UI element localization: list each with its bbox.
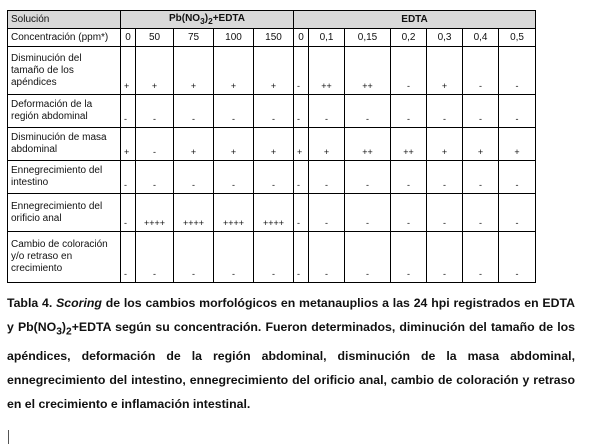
score-value: -	[272, 114, 275, 124]
score-cell	[391, 194, 427, 232]
row-label: Deformación de la región abdominal	[8, 95, 121, 128]
concentration-value-cell: 150	[254, 29, 294, 47]
score-value: +	[190, 147, 197, 157]
score-value: -	[479, 81, 483, 91]
table-row	[8, 194, 536, 232]
score-value: -	[366, 269, 370, 279]
score-value: -	[325, 114, 329, 124]
score-value: -	[297, 114, 301, 124]
concentration-value-cell: 0,5	[499, 29, 536, 47]
score-cell	[136, 232, 174, 283]
score-cell	[427, 194, 463, 232]
score-value: -	[272, 180, 275, 190]
score-cell	[294, 47, 309, 95]
score-value: ++	[321, 81, 332, 91]
score-value: +	[230, 147, 237, 157]
concentration-value-cell: 0,15	[345, 29, 391, 47]
score-cell	[309, 47, 345, 95]
score-cell	[463, 95, 499, 128]
score-value: -	[443, 114, 447, 124]
row-label: Cambio de coloración y/o retraso en crecimiento	[8, 232, 121, 283]
concentration-value-cell: 0,1	[309, 29, 345, 47]
score-cell	[427, 128, 463, 161]
score-cell	[121, 232, 136, 283]
score-cell	[391, 161, 427, 194]
score-value: +	[323, 147, 330, 157]
score-value: +	[230, 81, 237, 91]
score-cell	[174, 232, 214, 283]
text-cursor	[8, 430, 9, 444]
score-value: -	[124, 218, 127, 228]
score-cell	[254, 47, 294, 95]
score-value: -	[366, 180, 370, 190]
header-row-concentration	[8, 29, 536, 47]
group1-sub2: 2	[208, 15, 213, 26]
score-cell	[309, 128, 345, 161]
score-cell	[391, 47, 427, 95]
score-value: +	[270, 81, 277, 91]
score-cell	[121, 47, 136, 95]
score-cell	[427, 232, 463, 283]
score-value: -	[124, 180, 127, 190]
score-value: -	[232, 180, 235, 190]
score-value: +	[441, 147, 448, 157]
caption-label: Tabla 4.	[7, 296, 53, 310]
score-value: +	[477, 147, 484, 157]
score-cell	[345, 161, 391, 194]
score-cell	[254, 161, 294, 194]
score-value: ++++	[182, 218, 205, 228]
caption-sub1: 3	[56, 326, 62, 338]
score-cell	[499, 232, 536, 283]
score-value: -	[479, 180, 483, 190]
score-cell	[294, 95, 309, 128]
score-cell	[391, 232, 427, 283]
caption-part1: de los cambios morfológicos en metanauplios a las 24 hpi registrados en EDTA y Pb(NO	[7, 296, 575, 334]
score-cell	[121, 161, 136, 194]
score-value: -	[515, 114, 519, 124]
group-header-edta: EDTA	[294, 11, 536, 29]
score-value: -	[232, 114, 235, 124]
score-value: -	[153, 114, 156, 124]
table-row	[8, 161, 536, 194]
score-value: +	[514, 147, 520, 157]
score-value: -	[192, 180, 195, 190]
score-cell	[499, 194, 536, 232]
group-header-pb-edta	[121, 11, 294, 29]
score-value: -	[407, 81, 411, 91]
scoring-table	[7, 10, 536, 283]
score-value: -	[153, 180, 156, 190]
score-cell	[121, 128, 136, 161]
score-value: -	[407, 218, 411, 228]
concentration-value-cell: 0,4	[463, 29, 499, 47]
row-label: Disminución del tamaño de los apéndices	[8, 47, 121, 95]
score-value: -	[443, 269, 447, 279]
score-cell	[121, 95, 136, 128]
header-row-solution	[8, 11, 536, 29]
score-cell	[136, 95, 174, 128]
concentration-value-cell: 0,3	[427, 29, 463, 47]
score-value: ++++	[262, 218, 285, 228]
solution-header-label: Solución	[8, 11, 121, 29]
score-cell	[294, 194, 309, 232]
concentration-value-cell: 0	[121, 29, 136, 47]
score-cell	[427, 47, 463, 95]
table-row	[8, 47, 536, 95]
score-value: -	[153, 269, 156, 279]
row-label: Ennegrecimiento del orificio anal	[8, 194, 121, 232]
score-cell	[463, 194, 499, 232]
score-value: -	[124, 269, 127, 279]
score-value: -	[232, 269, 235, 279]
score-cell	[254, 95, 294, 128]
score-cell	[214, 194, 254, 232]
score-cell	[214, 47, 254, 95]
row-label: Disminución de masa abdominal	[8, 128, 121, 161]
score-cell	[463, 47, 499, 95]
score-value: -	[443, 218, 447, 228]
score-cell	[309, 95, 345, 128]
score-value: +	[297, 147, 303, 157]
score-value: -	[297, 81, 301, 91]
table-row	[8, 95, 536, 128]
score-cell	[254, 194, 294, 232]
score-cell	[254, 128, 294, 161]
score-value: +	[124, 147, 130, 157]
score-cell	[214, 232, 254, 283]
score-cell	[345, 194, 391, 232]
group1-sub1: 3	[200, 15, 205, 26]
score-cell	[427, 161, 463, 194]
score-cell	[174, 47, 214, 95]
score-cell	[136, 47, 174, 95]
score-cell	[174, 161, 214, 194]
group1-mid: )	[204, 12, 209, 24]
score-value: -	[272, 269, 275, 279]
score-cell	[463, 232, 499, 283]
score-cell	[294, 161, 309, 194]
score-value: +	[190, 81, 197, 91]
score-value: -	[297, 269, 301, 279]
caption-scoring: Scoring	[56, 296, 102, 310]
caption-part2: )	[61, 320, 67, 334]
score-value: -	[192, 114, 195, 124]
score-cell	[214, 95, 254, 128]
score-cell	[499, 161, 536, 194]
score-value: +	[124, 81, 130, 91]
score-value: +	[151, 81, 158, 91]
score-cell	[136, 128, 174, 161]
score-cell	[136, 194, 174, 232]
score-cell	[309, 161, 345, 194]
score-value: -	[479, 218, 483, 228]
score-value: ++	[362, 81, 373, 91]
score-cell	[499, 47, 536, 95]
score-value: -	[192, 269, 195, 279]
score-cell	[214, 128, 254, 161]
score-value: -	[479, 269, 483, 279]
score-value: -	[297, 218, 301, 228]
score-value: -	[124, 114, 127, 124]
concentration-value-cell: 50	[136, 29, 174, 47]
score-cell	[309, 194, 345, 232]
score-value: ++	[403, 147, 414, 157]
score-value: -	[515, 81, 519, 91]
score-cell	[214, 161, 254, 194]
score-cell	[174, 95, 214, 128]
score-cell	[463, 128, 499, 161]
caption-part3: +EDTA según su concentración. Fueron determinados, diminución del tamaño de los apéndices, deformación de la región abdominal, disminución de la masa abdominal, ennegrecimiento del intestino, ennegrecimiento del orificio anal, cambio de coloración y retraso en el crecimiento e inflamación intestinal.	[7, 320, 575, 412]
score-cell	[254, 232, 294, 283]
score-value: ++++	[222, 218, 245, 228]
score-value: -	[515, 180, 519, 190]
score-cell	[345, 232, 391, 283]
score-value: +	[270, 147, 277, 157]
score-value: -	[366, 114, 370, 124]
score-cell	[463, 161, 499, 194]
score-value: -	[325, 218, 329, 228]
score-cell	[499, 128, 536, 161]
score-cell	[391, 95, 427, 128]
score-cell	[174, 194, 214, 232]
score-value: -	[515, 269, 519, 279]
score-cell	[294, 232, 309, 283]
score-value: -	[443, 180, 447, 190]
score-cell	[427, 95, 463, 128]
table-row	[8, 232, 536, 283]
score-cell	[136, 161, 174, 194]
score-cell	[294, 128, 309, 161]
score-value: -	[325, 269, 329, 279]
score-value: -	[153, 147, 156, 157]
score-cell	[345, 95, 391, 128]
caption-sub2: 2	[66, 326, 72, 338]
score-cell	[345, 128, 391, 161]
score-cell	[345, 47, 391, 95]
group1-pre: Pb(NO	[168, 12, 201, 24]
score-cell	[499, 95, 536, 128]
score-value: ++	[362, 147, 373, 157]
concentration-value-cell: 100	[214, 29, 254, 47]
score-cell	[391, 128, 427, 161]
score-value: -	[297, 180, 301, 190]
row-label: Ennegrecimiento del intestino	[8, 161, 121, 194]
score-cell	[309, 232, 345, 283]
concentration-header-label: Concentración (ppm*)	[8, 29, 121, 47]
score-value: -	[407, 269, 411, 279]
concentration-value-cell: 0	[294, 29, 309, 47]
score-value: -	[407, 180, 411, 190]
table-caption	[7, 291, 575, 416]
concentration-value-cell: 0,2	[391, 29, 427, 47]
score-cell	[121, 194, 136, 232]
score-value: -	[407, 114, 411, 124]
score-cell	[174, 128, 214, 161]
score-value: -	[325, 180, 329, 190]
score-value: ++++	[143, 218, 166, 228]
score-value: +	[441, 81, 448, 91]
score-value: -	[366, 218, 370, 228]
score-value: -	[515, 218, 519, 228]
table-row	[8, 128, 536, 161]
concentration-value-cell: 75	[174, 29, 214, 47]
group1-post: +EDTA	[212, 12, 246, 24]
score-value: -	[479, 114, 483, 124]
